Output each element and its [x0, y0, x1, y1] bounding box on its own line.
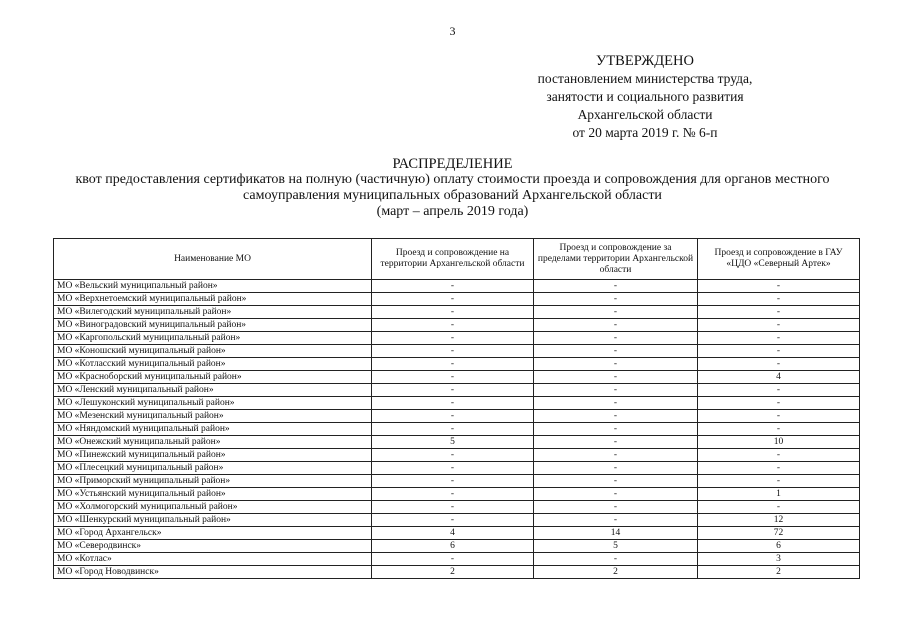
cell-within-region: -	[372, 371, 534, 384]
cell-mo-name: МО «Котлас»	[54, 553, 372, 566]
table-row	[54, 410, 860, 423]
cell-outside-region: -	[534, 449, 698, 462]
column-header-within-region: Проезд и сопровождение на территории Архангельской области	[372, 239, 534, 280]
table-row	[54, 384, 860, 397]
cell-within-region: -	[372, 475, 534, 488]
cell-within-region: -	[372, 332, 534, 345]
cell-mo-name: МО «Северодвинск»	[54, 540, 372, 553]
cell-outside-region: -	[534, 475, 698, 488]
cell-artek: -	[698, 306, 860, 319]
cell-mo-name: МО «Няндомский муниципальный район»	[54, 423, 372, 436]
cell-outside-region: -	[534, 501, 698, 514]
cell-artek: 3	[698, 553, 860, 566]
cell-outside-region: -	[534, 306, 698, 319]
cell-mo-name: МО «Плесецкий муниципальный район»	[54, 462, 372, 475]
cell-within-region: -	[372, 306, 534, 319]
cell-outside-region: -	[534, 410, 698, 423]
cell-outside-region: -	[534, 345, 698, 358]
cell-artek: -	[698, 358, 860, 371]
table-row	[54, 475, 860, 488]
cell-outside-region: -	[534, 514, 698, 527]
cell-mo-name: МО «Виноградовский муниципальный район»	[54, 319, 372, 332]
table-row	[54, 553, 860, 566]
cell-mo-name: МО «Город Новодвинск»	[54, 566, 372, 579]
heading-line: самоуправления муниципальных образований Архангельской области	[243, 188, 662, 203]
cell-artek: -	[698, 410, 860, 423]
cell-outside-region: -	[534, 423, 698, 436]
cell-artek: 2	[698, 566, 860, 579]
column-header-mo: Наименование МО	[54, 239, 372, 280]
table-row	[54, 488, 860, 501]
quota-table	[53, 238, 860, 579]
cell-outside-region: -	[534, 358, 698, 371]
cell-mo-name: МО «Ленский муниципальный район»	[54, 384, 372, 397]
cell-within-region: -	[372, 449, 534, 462]
table-row	[54, 423, 860, 436]
cell-mo-name: МО «Красноборский муниципальный район»	[54, 371, 372, 384]
cell-within-region: -	[372, 358, 534, 371]
cell-mo-name: МО «Шенкурский муниципальный район»	[54, 514, 372, 527]
cell-artek: 1	[698, 488, 860, 501]
table-row	[54, 358, 860, 371]
cell-mo-name: МО «Каргопольский муниципальный район»	[54, 332, 372, 345]
cell-outside-region: -	[534, 384, 698, 397]
cell-within-region: -	[372, 488, 534, 501]
cell-artek: -	[698, 475, 860, 488]
cell-outside-region: -	[534, 371, 698, 384]
cell-outside-region: -	[534, 397, 698, 410]
document-heading	[30, 156, 875, 220]
cell-within-region: -	[372, 410, 534, 423]
cell-artek: 12	[698, 514, 860, 527]
cell-mo-name: МО «Котласский муниципальный район»	[54, 358, 372, 371]
approval-line: от 20 марта 2019 г. № 6-п	[572, 125, 718, 140]
cell-mo-name: МО «Приморский муниципальный район»	[54, 475, 372, 488]
approval-line: занятости и социального развития	[546, 89, 744, 104]
table-row	[54, 462, 860, 475]
cell-within-region: 4	[372, 527, 534, 540]
cell-outside-region: -	[534, 436, 698, 449]
cell-outside-region: -	[534, 280, 698, 293]
cell-mo-name: МО «Холмогорский муниципальный район»	[54, 501, 372, 514]
table-header-row	[54, 239, 860, 280]
table-row	[54, 540, 860, 553]
heading-line: квот предоставления сертификатов на полную (частичную) оплату стоимости проезда и сопровождения для органов местного	[75, 172, 830, 187]
cell-artek: 10	[698, 436, 860, 449]
table-row	[54, 397, 860, 410]
cell-mo-name: МО «Пинежский муниципальный район»	[54, 449, 372, 462]
cell-artek: -	[698, 332, 860, 345]
cell-within-region: -	[372, 280, 534, 293]
cell-outside-region: 2	[534, 566, 698, 579]
cell-mo-name: МО «Вельский муниципальный район»	[54, 280, 372, 293]
cell-outside-region: -	[534, 553, 698, 566]
cell-within-region: -	[372, 462, 534, 475]
approval-line: постановлением министерства труда,	[537, 71, 753, 86]
cell-within-region: -	[372, 345, 534, 358]
cell-artek: 4	[698, 371, 860, 384]
cell-outside-region: -	[534, 319, 698, 332]
cell-artek: -	[698, 293, 860, 306]
table-row	[54, 293, 860, 306]
cell-mo-name: МО «Онежский муниципальный район»	[54, 436, 372, 449]
cell-within-region: -	[372, 553, 534, 566]
cell-mo-name: МО «Вилегодский муниципальный район»	[54, 306, 372, 319]
table-row	[54, 436, 860, 449]
cell-artek: -	[698, 462, 860, 475]
cell-outside-region: -	[534, 462, 698, 475]
cell-artek: -	[698, 345, 860, 358]
column-header-artek: Проезд и сопровождение в ГАУ «ЦДО «Северный Артек»	[698, 239, 860, 280]
column-header-outside-region: Проезд и сопровождение за пределами территории Архангельской области	[534, 239, 698, 280]
cell-artek: -	[698, 449, 860, 462]
cell-within-region: -	[372, 319, 534, 332]
cell-outside-region: -	[534, 488, 698, 501]
cell-within-region: -	[372, 514, 534, 527]
cell-artek: 72	[698, 527, 860, 540]
cell-within-region: 6	[372, 540, 534, 553]
approval-block	[500, 52, 790, 142]
cell-mo-name: МО «Мезенский муниципальный район»	[54, 410, 372, 423]
table-body	[54, 280, 860, 579]
cell-outside-region: -	[534, 332, 698, 345]
cell-artek: -	[698, 384, 860, 397]
cell-outside-region: 5	[534, 540, 698, 553]
cell-mo-name: МО «Коношский муниципальный район»	[54, 345, 372, 358]
cell-outside-region: 14	[534, 527, 698, 540]
approval-title: УТВЕРЖДЕНО	[596, 53, 694, 69]
cell-artek: -	[698, 280, 860, 293]
document-title: РАСПРЕДЕЛЕНИЕ	[392, 156, 513, 172]
table-row	[54, 371, 860, 384]
cell-artek: 6	[698, 540, 860, 553]
cell-artek: -	[698, 423, 860, 436]
table-row	[54, 280, 860, 293]
cell-artek: -	[698, 319, 860, 332]
cell-within-region: -	[372, 397, 534, 410]
table-row	[54, 566, 860, 579]
heading-period: (март – апрель 2019 года)	[376, 204, 529, 219]
table-row	[54, 306, 860, 319]
cell-mo-name: МО «Верхнетоемский муниципальный район»	[54, 293, 372, 306]
cell-within-region: -	[372, 501, 534, 514]
cell-artek: -	[698, 397, 860, 410]
cell-within-region: 2	[372, 566, 534, 579]
table-row	[54, 449, 860, 462]
table-row	[54, 345, 860, 358]
table-row	[54, 319, 860, 332]
table-row	[54, 332, 860, 345]
cell-artek: -	[698, 501, 860, 514]
cell-mo-name: МО «Лешуконский муниципальный район»	[54, 397, 372, 410]
cell-within-region: -	[372, 423, 534, 436]
table-row	[54, 501, 860, 514]
table-row	[54, 527, 860, 540]
cell-mo-name: МО «Устьянский муниципальный район»	[54, 488, 372, 501]
cell-within-region: -	[372, 384, 534, 397]
cell-outside-region: -	[534, 293, 698, 306]
approval-line: Архангельской области	[577, 107, 713, 122]
cell-within-region: 5	[372, 436, 534, 449]
table-row	[54, 514, 860, 527]
cell-mo-name: МО «Город Архангельск»	[54, 527, 372, 540]
cell-within-region: -	[372, 293, 534, 306]
page-number: 3	[449, 24, 456, 38]
